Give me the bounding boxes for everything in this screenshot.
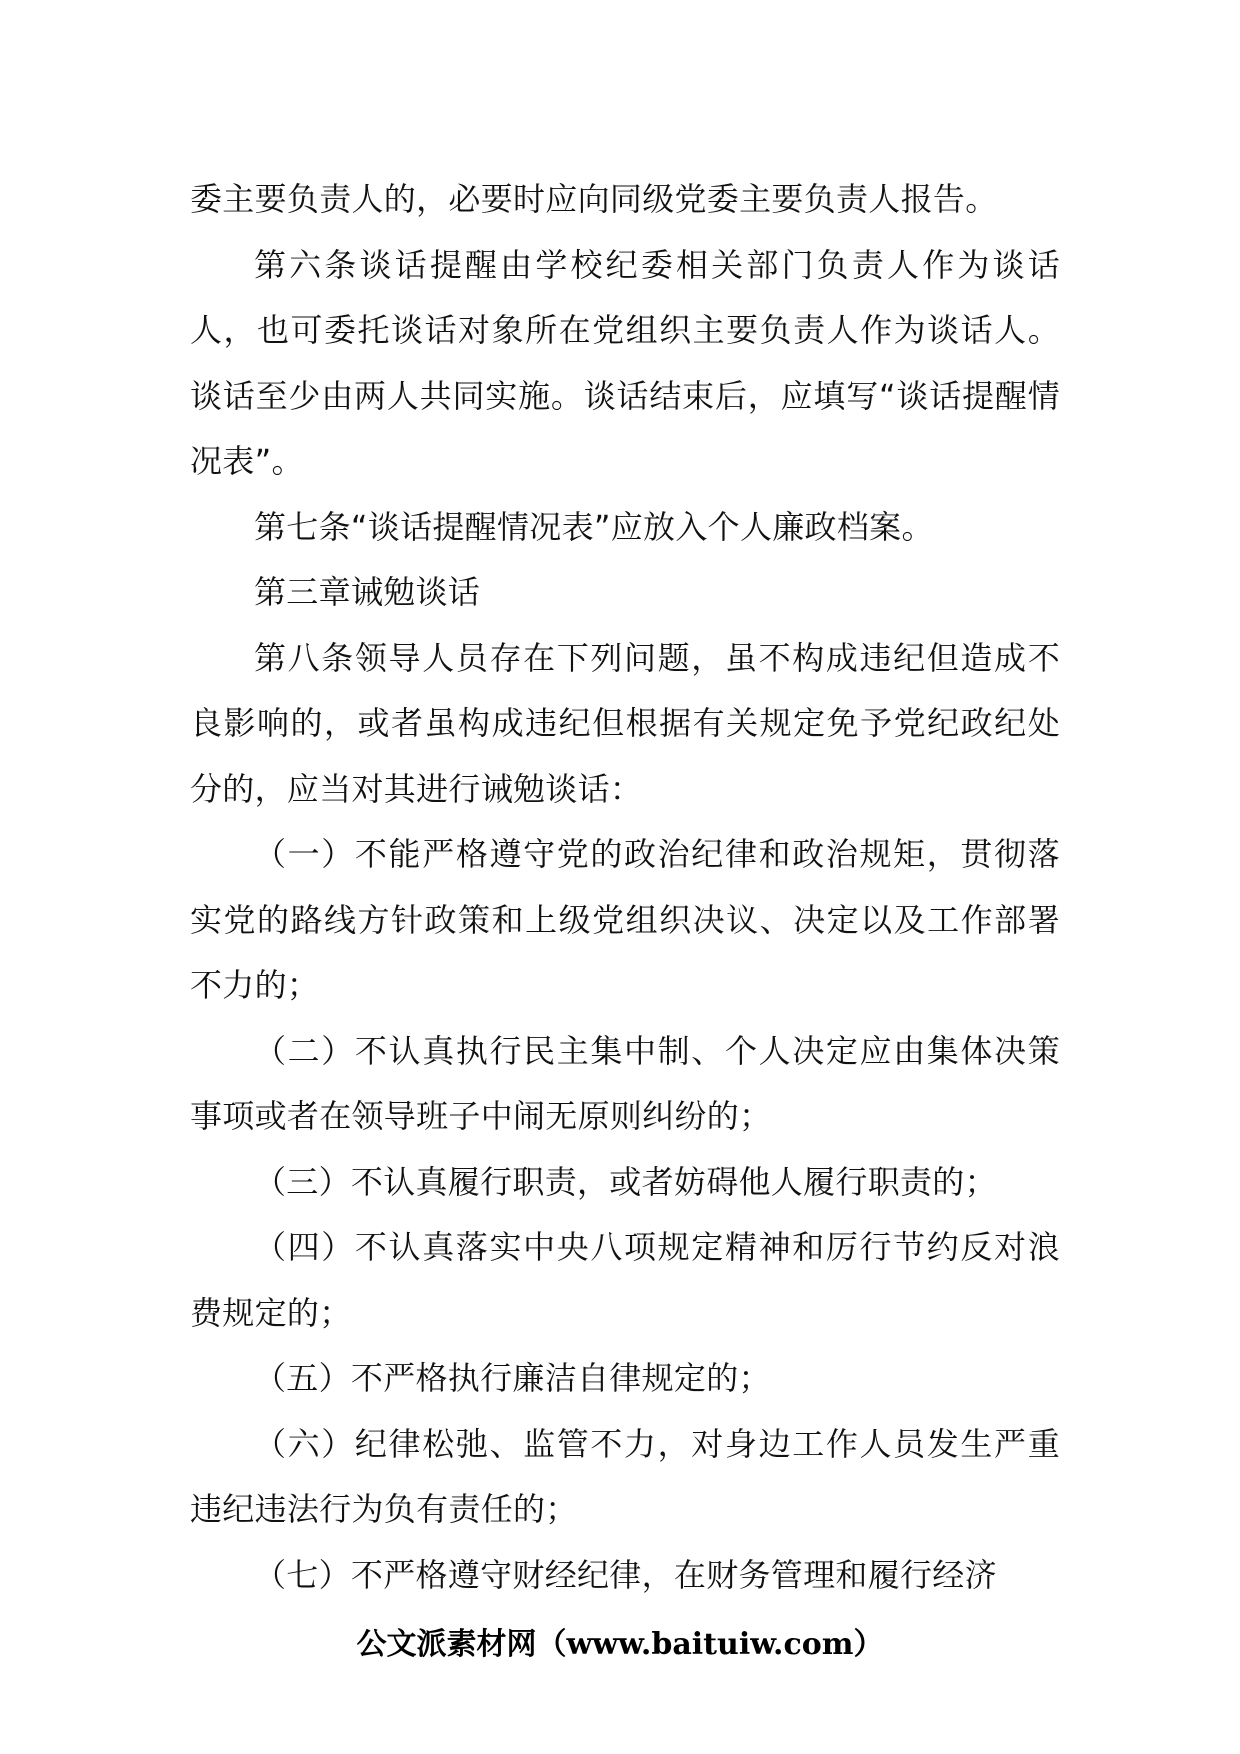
chapter-heading: 第三章诫勉谈话	[254, 573, 481, 611]
paragraph-article-7: 第七条“谈话提醒情况表”应放入个人廉政档案。	[254, 507, 934, 546]
footer-watermark: 公文派素材网（www.baituiw.com）	[356, 1627, 884, 1662]
paragraph-article-8: 第八条领导人员存在下列问题，虽不构成违纪但造成不良影响的，或者虽构成违纪但根据有关规定免予党纪政纪处分的，应当对其进行诫勉谈话：	[190, 638, 1060, 808]
paragraph-article-6: 第六条谈话提醒由学校纪委相关部门负责人作为谈话人，也可委托谈话对象所在党组织主要负责人作为谈话人。谈话至少由两人共同实施。谈话结束后，应填写“谈话提醒情况表”。	[190, 245, 1060, 480]
paragraph-1: 委主要负责人的，必要时应向同级党委主要负责人报告。	[190, 180, 998, 218]
list-item-7: （七）不严格遵守财经纪律，在财务管理和履行经济	[254, 1555, 997, 1594]
list-item-2: （二）不认真执行民主集中制、个人决定应由集体决策事项或者在领导班子中闹无原则纠纷的；	[190, 1031, 1060, 1135]
list-item-5: （五）不严格执行廉洁自律规定的；	[254, 1359, 771, 1397]
list-item-6: （六）纪律松弛、监管不力，对身边工作人员发生严重违纪违法行为负有责任的；	[190, 1424, 1060, 1528]
list-item-4: （四）不认真落实中央八项规定精神和厉行节约反对浪费规定的；	[190, 1228, 1060, 1332]
document-body	[190, 167, 1060, 1608]
list-item-1: （一）不能严格遵守党的政治纪律和政治规矩，贯彻落实党的路线方针政策和上级党组织决议、决定以及工作部署不力的；	[190, 835, 1060, 1004]
list-item-3: （三）不认真履行职责，或者妨碍他人履行职责的；	[254, 1162, 997, 1201]
